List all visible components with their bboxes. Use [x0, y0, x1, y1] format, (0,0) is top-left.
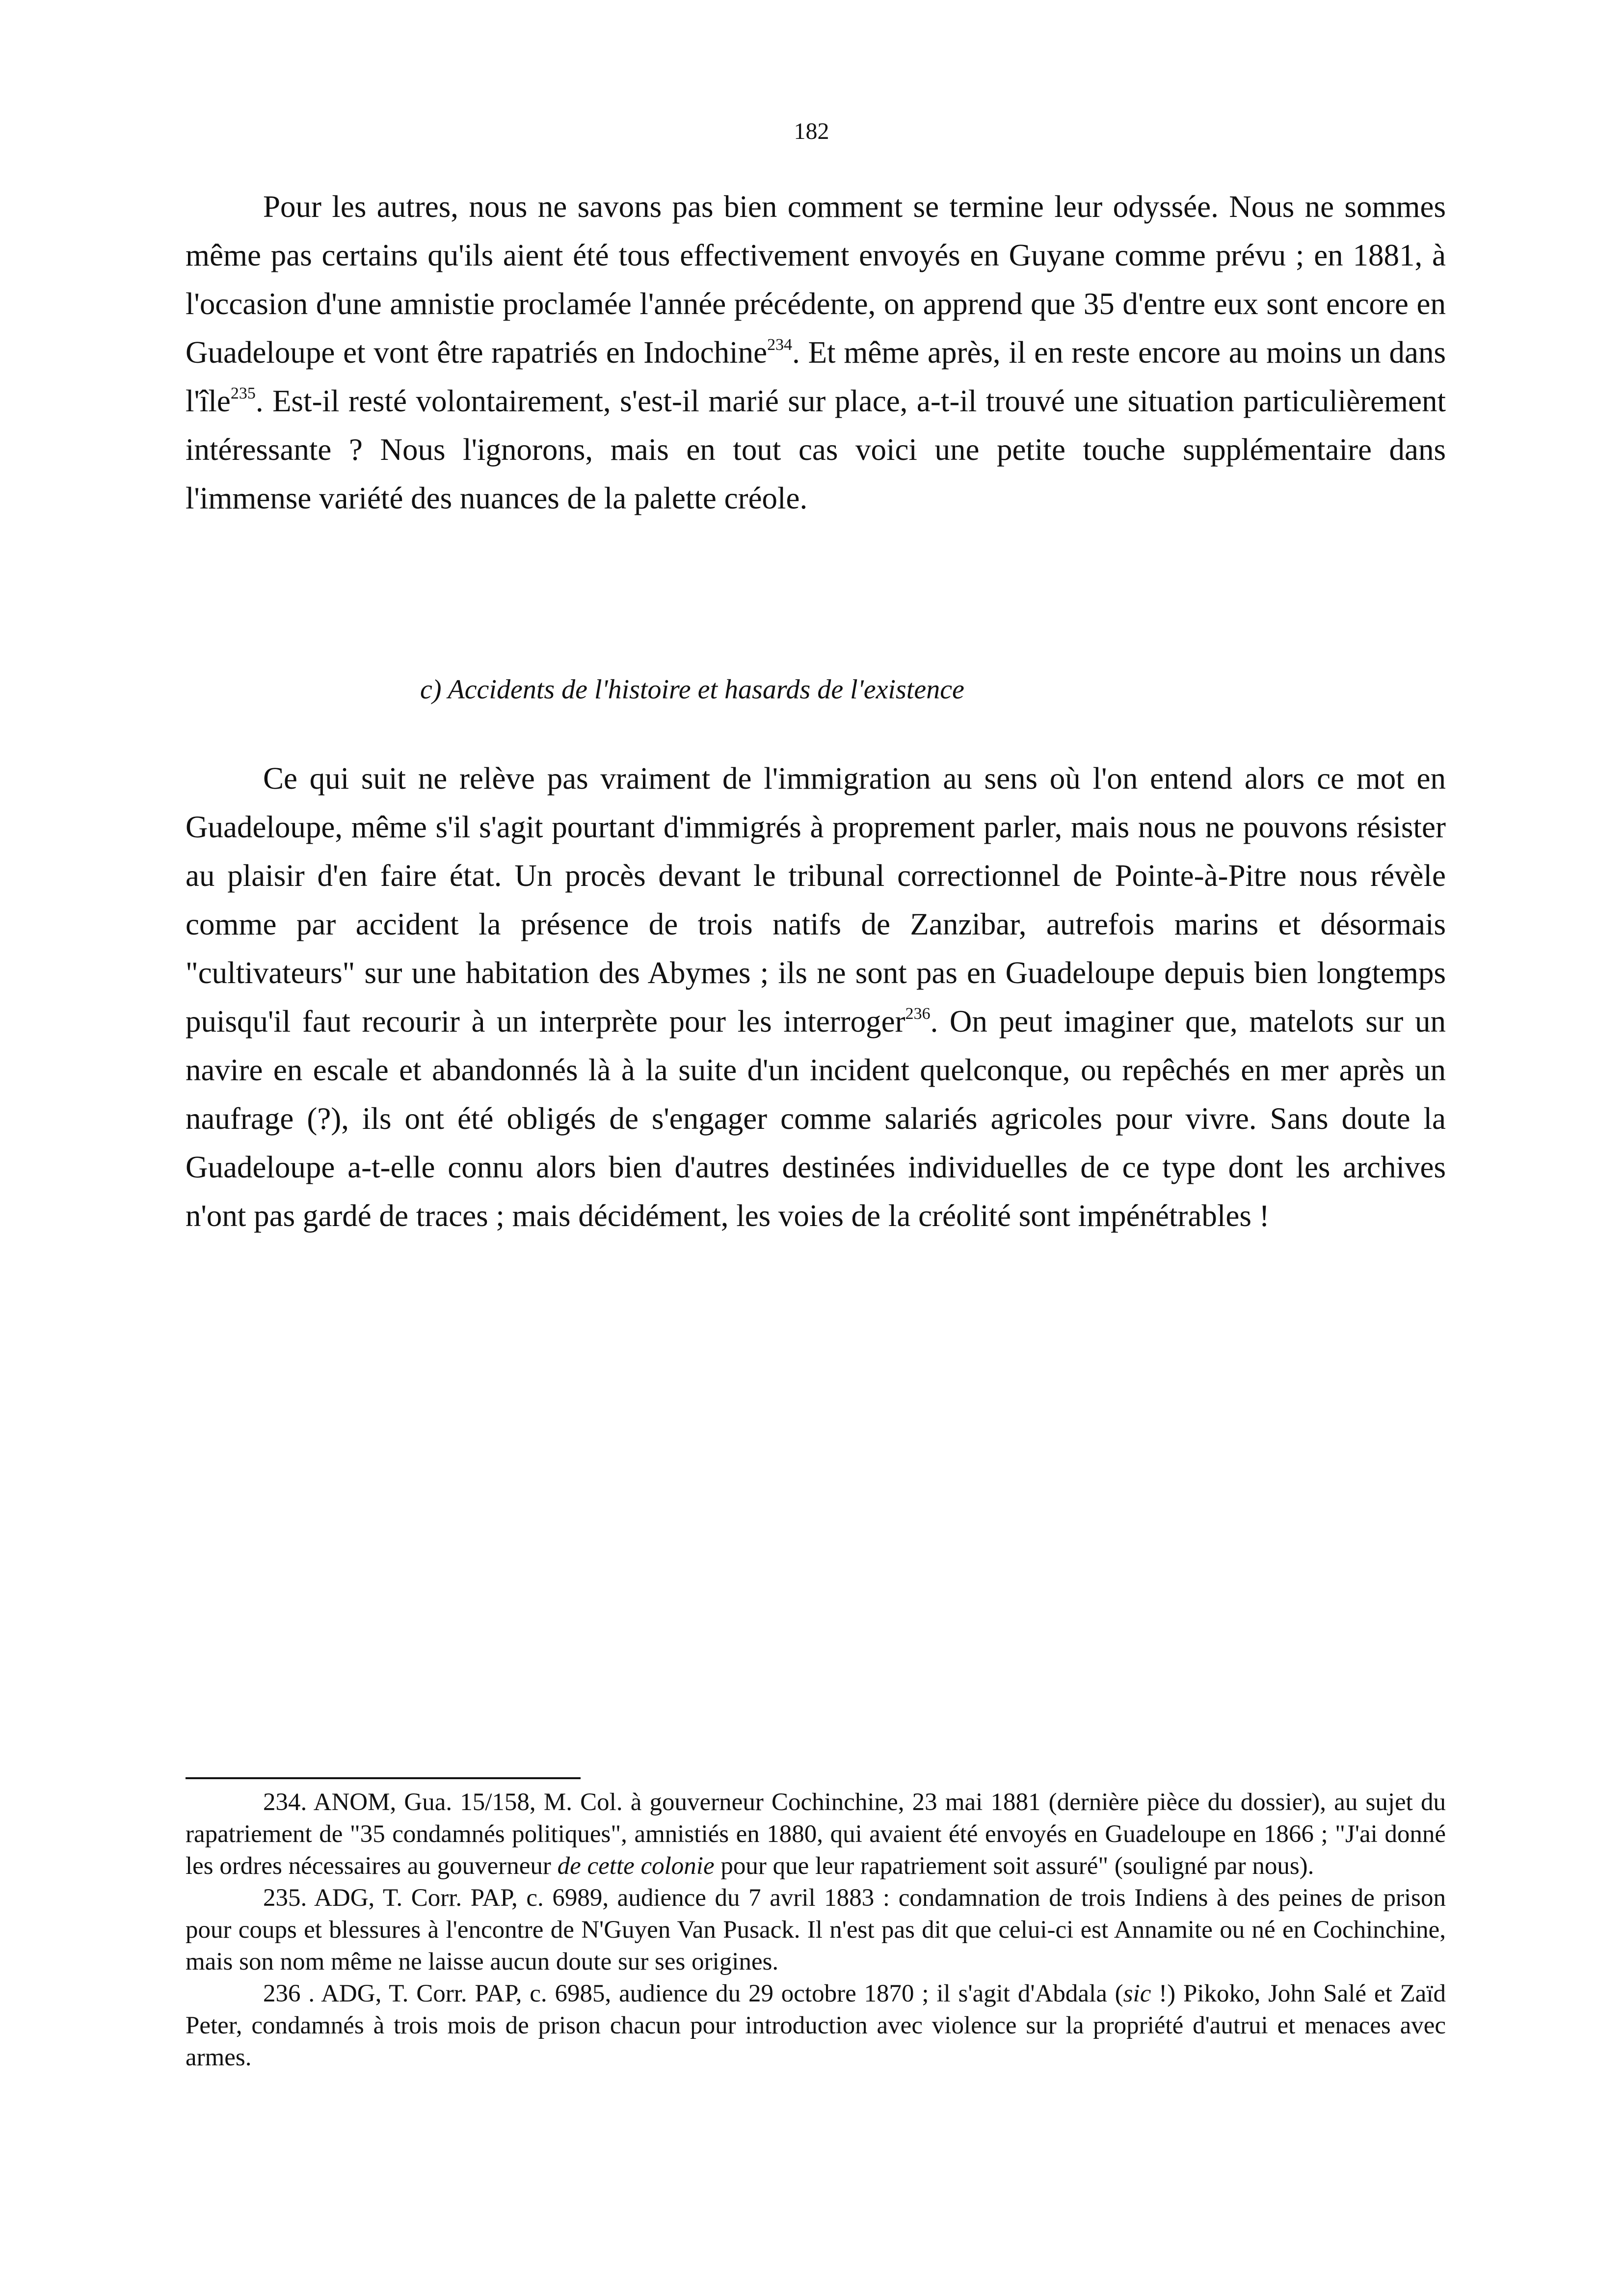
footnote-234 [186, 1787, 1446, 1882]
footnote-ref-236[interactable]: 236 [905, 1005, 931, 1023]
footnote-text: 234. ANOM, Gua. 15/158, M. Col. à gouverneur Cochinchine, 23 mai 1881 (dernière pièce du dossier), au sujet du rapatriement de "35 condamnés politiques", amnistiés en 1880, qui avaient été envoyés en Guadeloupe en 1866 ; "J'ai donné les ordres nécessaires au gouverneur [186, 1789, 1446, 1880]
section-heading: c) Accidents de l'histoire et hasards de l'existence [420, 674, 964, 705]
footnote-ref-234[interactable]: 234 [767, 336, 793, 354]
footnote-text: !) Pikoko, John Salé et Zaïd Peter, condamnés à trois mois de prison chacun pour introduction avec violence sur la propriété d'autrui et menaces avec armes. [186, 1980, 1446, 2071]
paragraph-text: . Et même après, il en reste encore au moins un dans l'île [186, 335, 1446, 418]
footnote-text: pour que leur rapatriement soit assuré" (souligné par nous). [714, 1852, 1314, 1880]
paragraph-odyssey [186, 183, 1446, 523]
paragraph-text: . Est-il resté volontairement, s'est-il marié sur place, a-t-il trouvé une situation particulièrement intéressante ? Nous l'ignorons, mais en tout cas voici une petite touche supplémentaire dans l'immense variété des nuances de la palette créole. [186, 384, 1446, 515]
footnote-235 [186, 1882, 1446, 1978]
footnote-236 [186, 1978, 1446, 2074]
paragraph-text: Ce qui suit ne relève pas vraiment de l'immigration au sens où l'on entend alors ce mot en Guadeloupe, même s'il s'agit pourtant d'immigrés à proprement parler, mais nous ne pouvons résister au plaisir d'en faire état. Un procès devant le tribunal correctionnel de Pointe-à-Pitre nous révèle comme par accident la présence de trois natifs de Zanzibar, autrefois marins et désormais "cultivateurs" sur une habitation des Abymes ; ils ne sont pas en Guadeloupe depuis bien longtemps puisqu'il faut recourir à un interprète pour les interroger [186, 761, 1446, 1039]
paragraph-text: . On peut imaginer que, matelots sur un navire en escale et abandonnés là à la suite d'un incident quelconque, ou repêchés en mer après un naufrage (?), ils ont été obligés de s'engager comme salariés agricoles pour vivre. Sans doute la Guadeloupe a-t-elle connu alors bien d'autres destinées individuelles de ce type dont les archives n'ont pas gardé de traces ; mais décidément, les voies de la créolité sont impénétrables ! [186, 1004, 1446, 1233]
footnote-emphasis: sic [1123, 1980, 1151, 2007]
footnotes [186, 1787, 1446, 2074]
paragraph-zanzibar [186, 754, 1446, 1240]
page-number: 182 [794, 118, 829, 144]
footnote-ref-235[interactable]: 235 [230, 384, 256, 402]
footnote-emphasis: de cette colonie [557, 1852, 715, 1880]
footnote-separator [186, 1777, 581, 1779]
footnote-text: 235. ADG, T. Corr. PAP, c. 6989, audience du 7 avril 1883 : condamnation de trois Indiens à des peines de prison pour coups et blessures à l'encontre de N'Guyen Van Pusack. Il n'est pas dit que celui-ci est Annamite ou né en Cochinchine, mais son nom même ne laisse aucun doute sur ses origines. [186, 1884, 1446, 1976]
footnote-text: 236 . ADG, T. Corr. PAP, c. 6985, audience du 29 octobre 1870 ; il s'agit d'Abdala ( [263, 1980, 1123, 2007]
paragraph-text: Pour les autres, nous ne savons pas bien comment se termine leur odyssée. Nous ne sommes même pas certains qu'ils aient été tous effectivement envoyés en Guyane comme prévu ; en 1881, à l'occasion d'une amnistie proclamée l'année précédente, on apprend que 35 d'entre eux sont encore en Guadeloupe et vont être rapatriés en Indochine [186, 189, 1446, 370]
